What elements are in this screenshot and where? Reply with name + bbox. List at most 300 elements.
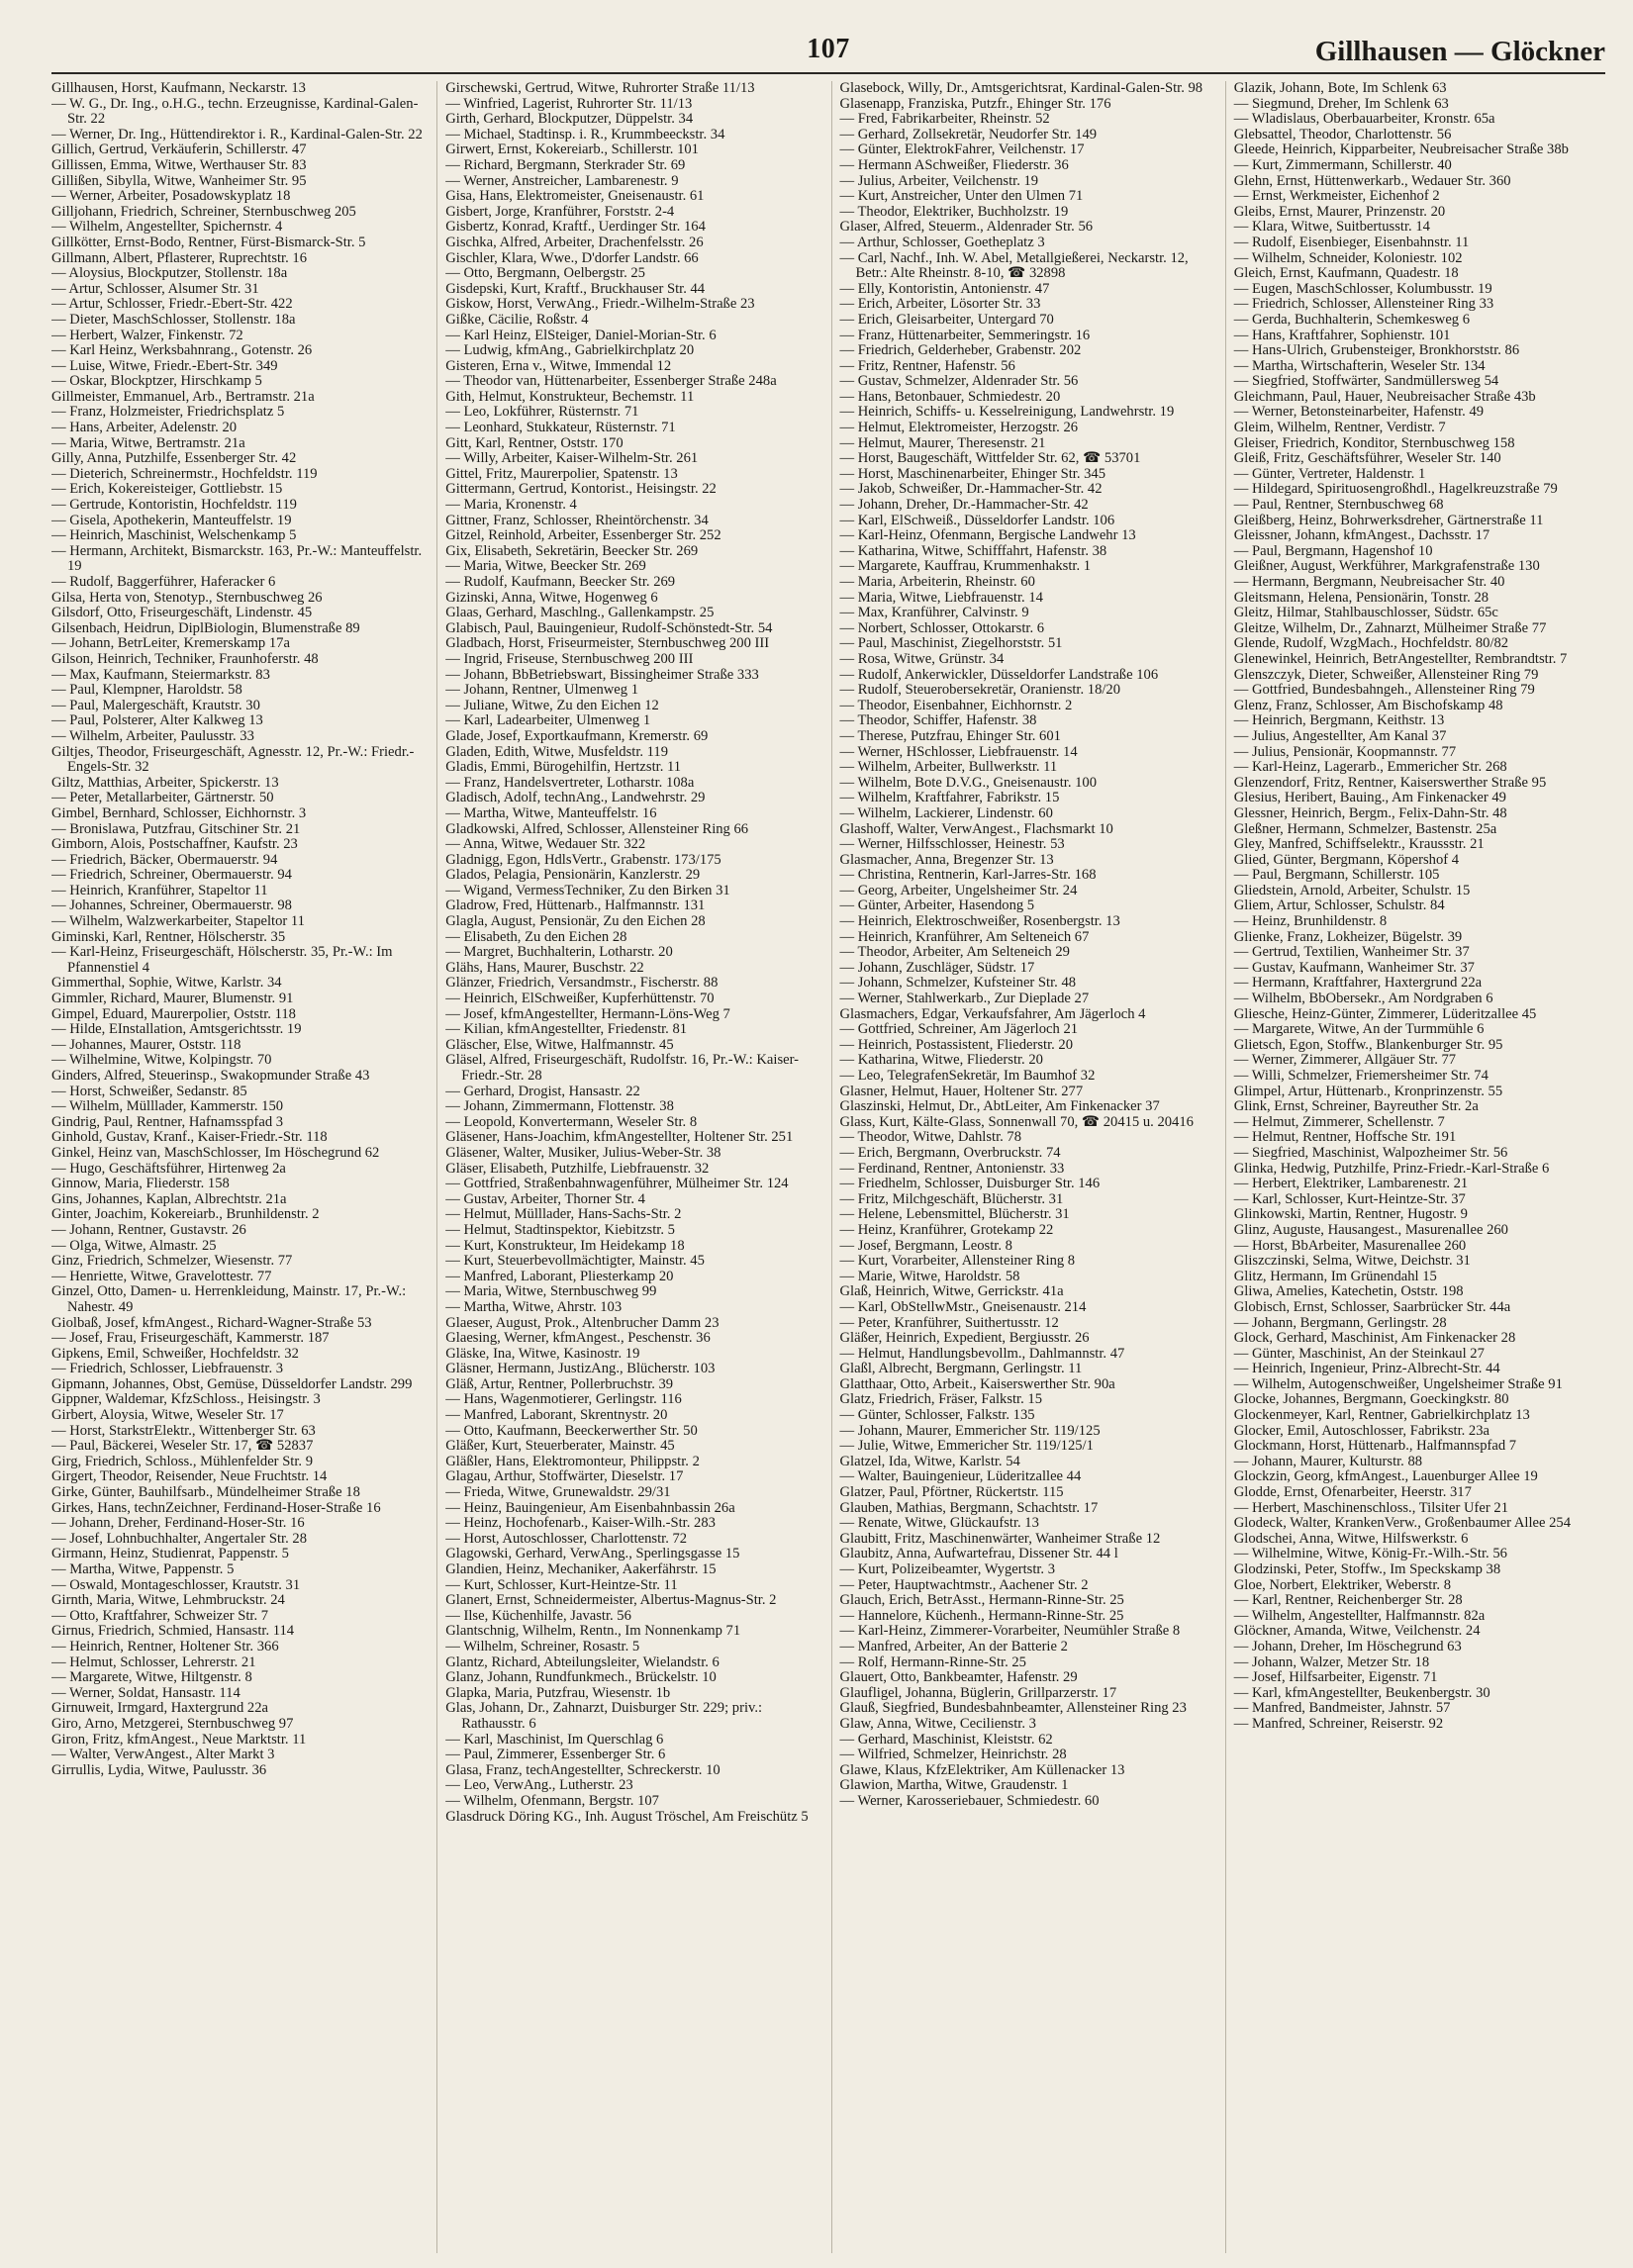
directory-entry: — Otto, Bergmann, Oelbergstr. 25 (445, 265, 645, 282)
directory-entry: — Manfred, Laborant, Pliesterkamp 20 (445, 1268, 674, 1284)
directory-entry: — Friedrich, Schlosser, Allensteiner Ring 33 (1233, 296, 1494, 313)
directory-entry: Girnus, Friedrich, Schmied, Hansastr. 114 (51, 1623, 295, 1640)
directory-entry: — Hilde, EInstallation, Amtsgerichtsstr. 19 (51, 1021, 302, 1038)
directory-entry: — Hans-Ulrich, Grubensteiger, Bronkhorststr. 86 (1233, 342, 1520, 359)
directory-entry: — Werner, Arbeiter, Posadowskyplatz 18 (51, 188, 291, 205)
directory-entry: Glaufligel, Johanna, Büglerin, Grillparzerstr. 17 (839, 1684, 1117, 1701)
directory-entry: — Herbert, Elektriker, Lambarenestr. 21 (1233, 1176, 1469, 1192)
directory-entry: — Wilhelm, Mülllader, Kammerstr. 150 (51, 1098, 284, 1115)
directory-entry: — Gottfried, Bundesbahngeh., Allensteiner Ring 79 (1233, 682, 1535, 699)
directory-entry: — Theodor, Witwe, Dahlstr. 78 (839, 1129, 1022, 1146)
directory-entry: — Martha, Wirtschafterin, Weseler Str. 134 (1233, 357, 1486, 374)
directory-entry: Glink, Ernst, Schreiner, Bayreuther Str. 2a (1233, 1098, 1479, 1115)
directory-entry: — Margarete, Kauffrau, Krummenhakstr. 1 (839, 558, 1092, 575)
directory-entry: — Horst, BbArbeiter, Masurenallee 260 (1233, 1237, 1467, 1254)
directory-entry: — Horst, Autoschlosser, Charlottenstr. 72 (445, 1530, 688, 1547)
directory-entry: Glied, Günter, Bergmann, Köpershof 4 (1233, 851, 1460, 868)
directory-entry: Glauert, Otto, Bankbeamter, Hafenstr. 29 (839, 1669, 1078, 1686)
directory-entry: — Heinrich, Postassistent, Fliederstr. 20 (839, 1036, 1074, 1053)
directory-entry: Glapka, Maria, Putzfrau, Wiesenstr. 1b (445, 1684, 671, 1701)
directory-column-4 (1225, 81, 1605, 2253)
directory-entry: Glazik, Johann, Bote, Im Schlenk 63 (1233, 81, 1447, 96)
directory-entry: — Karl, Rentner, Reichenberger Str. 28 (1233, 1592, 1463, 1609)
directory-entry: — Manfred, Bandmeister, Jahnstr. 57 (1233, 1700, 1451, 1717)
directory-entry: — Franz, Hüttenarbeiter, Semmeringstr. 16 (839, 327, 1091, 343)
directory-entry: Glagla, August, Pensionär, Zu den Eichen 28 (445, 913, 706, 930)
directory-entry: Gliesche, Heinz-Günter, Zimmerer, Lüderitzallee 45 (1233, 1005, 1537, 1022)
directory-entry: Gipkens, Emil, Schweißer, Hochfeldstr. 32 (51, 1345, 299, 1362)
directory-entry: — Gertrud, Textilien, Wanheimer Str. 37 (1233, 944, 1470, 961)
directory-entry: — Maria, Witwe, Bertramstr. 21a (51, 434, 245, 451)
directory-entry: — Johann, Bergmann, Gerlingstr. 28 (1233, 1314, 1447, 1331)
directory-entry: — Werner, Dr. Ing., Hüttendirektor i. R., Kardinal-Galen-Str. 22 (51, 126, 423, 142)
directory-entry: — Karl, Ladearbeiter, Ulmenweg 1 (445, 712, 651, 729)
directory-entry: — Rudolf, Baggerführer, Haferacker 6 (51, 574, 276, 590)
directory-entry: Glietsch, Egon, Stoffw., Blankenburger Str. 95 (1233, 1036, 1503, 1053)
directory-entry: Glauben, Mathias, Bergmann, Schachtstr. 17 (839, 1499, 1099, 1516)
directory-entry: — Willy, Arbeiter, Kaiser-Wilhelm-Str. 261 (445, 450, 699, 467)
directory-entry: Glasmachers, Edgar, Verkaufsfahrer, Am Jägerloch 4 (839, 1005, 1146, 1022)
directory-entry: Girke, Günter, Bauhilfsarb., Mündelheimer Straße 18 (51, 1484, 360, 1501)
directory-entry: Glasenapp, Franziska, Putzfr., Ehinger Str. 176 (839, 95, 1111, 112)
directory-entry: — Erich, Kokereisteiger, Gottliebstr. 15 (51, 481, 283, 498)
directory-entry: Glasa, Franz, techAngestellter, Schreckerstr. 10 (445, 1761, 720, 1778)
directory-entry: Glanz, Johann, Rundfunkmech., Brückelstr. 10 (445, 1669, 717, 1686)
directory-entry: Glockmann, Horst, Hüttenarb., Halfmannspfad 7 (1233, 1438, 1517, 1455)
directory-entry: — Peter, Kranführer, Suithertusstr. 12 (839, 1314, 1059, 1331)
directory-columns (51, 81, 1605, 2253)
directory-entry: Gimpel, Eduard, Maurerpolier, Oststr. 118 (51, 1005, 296, 1022)
directory-entry: Glinka, Hedwig, Putzhilfe, Prinz-Friedr.-Karl-Straße 6 (1233, 1160, 1550, 1177)
directory-entry: Glodde, Ernst, Ofenarbeiter, Heerstr. 317 (1233, 1484, 1472, 1501)
directory-entry: — Franz, Holzmeister, Friedrichsplatz 5 (51, 404, 285, 421)
directory-entry: — Hermann ASchweißer, Fliederstr. 36 (839, 156, 1069, 173)
directory-entry: — Gottfried, Straßenbahnwagenführer, Mülheimer Str. 124 (445, 1176, 789, 1192)
running-head: Gillhausen — Glöckner (1314, 36, 1605, 67)
directory-entry: — Ludwig, kfmAng., Gabrielkirchplatz 20 (445, 342, 695, 359)
directory-entry: — Frieda, Witwe, Grunewaldstr. 29/31 (445, 1484, 671, 1501)
directory-entry: Glimpel, Artur, Hüttenarb., Kronprinzenstr. 55 (1233, 1083, 1503, 1099)
directory-entry: — Elly, Kontoristin, Antonienstr. 47 (839, 280, 1050, 297)
directory-entry: — Katharina, Witwe, Schifffahrt, Hafenstr. 38 (839, 542, 1107, 559)
directory-entry: — Gertrude, Kontoristin, Hochfeldstr. 119 (51, 497, 297, 514)
directory-entry: Gleitsmann, Helena, Pensionärin, Tonstr. 28 (1233, 589, 1489, 606)
directory-entry: — Paul, Bäckerei, Weseler Str. 17, ☎ 52837 (51, 1438, 314, 1455)
directory-entry: — Fritz, Rentner, Hafenstr. 56 (839, 357, 1015, 374)
directory-entry: Gimmler, Richard, Maurer, Blumenstr. 91 (51, 991, 294, 1007)
directory-entry: — Heinrich, Schiffs- u. Kesselreinigung, Landwehrstr. 19 (839, 404, 1175, 421)
directory-entry: Gläsner, Hermann, JustizAng., Blücherstr. 103 (445, 1361, 716, 1377)
directory-entry: Glasner, Helmut, Hauer, Holtener Str. 277 (839, 1083, 1084, 1099)
directory-entry: — Theodor, Schiffer, Hafenstr. 38 (839, 712, 1037, 729)
directory-entry: — Julius, Angestellter, Am Kanal 37 (1233, 727, 1447, 744)
directory-entry: Gläser, Elisabeth, Putzhilfe, Liebfrauenstr. 32 (445, 1160, 710, 1177)
directory-entry: — Karl Heinz, ElSteiger, Daniel-Morian-Str. 6 (445, 327, 717, 343)
directory-entry: — Günter, Arbeiter, Hasendong 5 (839, 898, 1035, 914)
directory-entry: Glocke, Johannes, Bergmann, Goeckingkstr. 80 (1233, 1391, 1509, 1408)
directory-entry: Gladrow, Fred, Hüttenarb., Halfmannstr. 131 (445, 898, 706, 914)
directory-entry: Gitt, Karl, Rentner, Oststr. 170 (445, 434, 624, 451)
directory-entry: Gliszczinski, Selma, Witwe, Deichstr. 31 (1233, 1253, 1471, 1270)
directory-entry: — Margarete, Witwe, Hiltgenstr. 8 (51, 1669, 252, 1686)
directory-entry: Glähs, Hans, Maurer, Buschstr. 22 (445, 959, 644, 976)
directory-entry: — Siegmund, Dreher, Im Schlenk 63 (1233, 95, 1449, 112)
directory-entry: — Otto, Kraftfahrer, Schweizer Str. 7 (51, 1607, 269, 1624)
directory-entry: Glesius, Heribert, Bauing., Am Finkenacker 49 (1233, 790, 1506, 806)
directory-entry: Gillmeister, Emmanuel, Arb., Bertramstr. 21a (51, 388, 315, 405)
directory-entry: Glende, Rudolf, WzgMach., Hochfeldstr. 80/82 (1233, 635, 1509, 652)
directory-entry: Glauß, Siegfried, Bundesbahnbeamter, Allensteiner Ring 23 (839, 1700, 1187, 1717)
directory-entry: Gisbertz, Konrad, Kraftf., Uerdinger Str. 164 (445, 219, 706, 236)
directory-entry: — Manfred, Laborant, Skrentnystr. 20 (445, 1407, 668, 1424)
directory-entry: Glockenmeyer, Karl, Rentner, Gabrielkirchplatz 13 (1233, 1407, 1530, 1424)
directory-entry: — Heinz, Bauingenieur, Am Eisenbahnbassin 26a (445, 1499, 735, 1516)
directory-entry: — Kurt, Anstreicher, Unter den Ulmen 71 (839, 188, 1084, 205)
directory-entry: — Josef, Frau, Friseurgeschäft, Kammerstr. 187 (51, 1330, 330, 1347)
directory-entry: Gladnigg, Egon, HdlsVertr., Grabenstr. 173/175 (445, 851, 721, 868)
directory-entry: Gilly, Anna, Putzhilfe, Essenberger Str. 42 (51, 450, 297, 467)
directory-entry: — Julius, Arbeiter, Veilchenstr. 19 (839, 172, 1039, 189)
directory-entry: — Heinrich, Kranführer, Am Selteneich 67 (839, 928, 1090, 945)
directory-entry: — Helmut, Elektromeister, Herzogstr. 26 (839, 420, 1079, 436)
directory-entry: — Fritz, Milchgeschäft, Blücherstr. 31 (839, 1190, 1064, 1207)
directory-entry: — Katharina, Witwe, Fliederstr. 20 (839, 1052, 1043, 1069)
directory-entry: — Maria, Witwe, Beecker Str. 269 (445, 558, 646, 575)
directory-entry: — Oskar, Blockptzer, Hirschkamp 5 (51, 373, 262, 390)
directory-entry: — Günter, Maschinist, An der Steinkaul 27 (1233, 1345, 1485, 1362)
directory-entry: — Paul, Maschinist, Ziegelhorststr. 51 (839, 635, 1063, 652)
directory-entry: Gith, Helmut, Konstrukteur, Bechemstr. 11 (445, 388, 695, 405)
directory-entry: — Werner, Anstreicher, Lambarenestr. 9 (445, 172, 679, 189)
directory-entry: — Ilse, Küchenhilfe, Javastr. 56 (445, 1607, 631, 1624)
directory-entry: — Horst, Baugeschäft, Wittfelder Str. 62, ☎ 53701 (839, 450, 1141, 467)
directory-entry: — Martha, Witwe, Ahrstr. 103 (445, 1298, 623, 1315)
directory-entry: — Josef, Bergmann, Leostr. 8 (839, 1237, 1012, 1254)
directory-column-3 (831, 81, 1211, 2253)
directory-entry: Gisteren, Erna v., Witwe, Immendal 12 (445, 357, 672, 374)
directory-entry: Gitzel, Reinhold, Arbeiter, Essenberger Str. 252 (445, 527, 721, 544)
directory-entry: — Helmut, Schlosser, Lehrerstr. 21 (51, 1654, 256, 1670)
directory-entry: — Kurt, Polizeibeamter, Wygertstr. 3 (839, 1561, 1056, 1577)
directory-entry: Girth, Gerhard, Blockputzer, Düppelstr. 34 (445, 111, 694, 128)
directory-entry: Gimborn, Alois, Postschaffner, Kaufstr. 23 (51, 836, 298, 853)
directory-entry: — Kurt, Konstrukteur, Im Heidekamp 18 (445, 1237, 685, 1254)
directory-entry: Glänzer, Friedrich, Versandmstr., Fischerstr. 88 (445, 975, 719, 992)
directory-entry: Gilljohann, Friedrich, Schreiner, Sternbuschweg 205 (51, 203, 356, 220)
directory-entry: — Anna, Witwe, Wedauer Str. 322 (445, 836, 646, 853)
directory-entry: — Wilhelm, Angestellter, Spichernstr. 4 (51, 219, 283, 236)
directory-entry: Glenewinkel, Heinrich, BetrAngestellter, Rembrandtstr. 7 (1233, 650, 1568, 667)
directory-entry: — Norbert, Schlosser, Ottokarstr. 6 (839, 619, 1045, 636)
directory-entry: — Walter, VerwAngest., Alter Markt 3 (51, 1747, 275, 1763)
directory-entry: Girmann, Heinz, Studienrat, Pappenstr. 5 (51, 1546, 289, 1562)
directory-entry: — Maria, Witwe, Sternbuschweg 99 (445, 1283, 657, 1300)
directory-entry: Gleibs, Ernst, Maurer, Prinzenstr. 20 (1233, 203, 1446, 220)
directory-entry: — Gustav, Kaufmann, Wanheimer Str. 37 (1233, 959, 1475, 976)
directory-entry: Glockzin, Georg, kfmAngest., Lauenburger Allee 19 (1233, 1468, 1538, 1485)
directory-entry: Ginhold, Gustav, Kranf., Kaiser-Friedr.-Str. 118 (51, 1129, 328, 1146)
directory-entry: Gleißberg, Heinz, Bohrwerksdreher, Gärtnerstraße 11 (1233, 512, 1544, 528)
directory-entry: Gladkowski, Alfred, Schlosser, Allensteiner Ring 66 (445, 820, 749, 837)
directory-entry: — Gerhard, Zollsekretär, Neudorfer Str. 149 (839, 126, 1098, 142)
directory-entry: — Hildegard, Spirituosengroßhdl., Hagelkreuzstraße 79 (1233, 481, 1558, 498)
directory-entry: Gleitze, Wilhelm, Dr., Zahnarzt, Mülheimer Straße 77 (1233, 619, 1547, 636)
directory-entry: — Walter, Bauingenieur, Lüderitzallee 44 (839, 1468, 1082, 1485)
directory-entry: — Werner, Soldat, Hansastr. 114 (51, 1684, 240, 1701)
directory-entry: — Maria, Arbeiterin, Rheinstr. 60 (839, 574, 1035, 590)
directory-entry: — Hermann, Bergmann, Neubreisacher Str. 40 (1233, 574, 1505, 590)
directory-entry: — Oswald, Montageschlosser, Krautstr. 31 (51, 1576, 301, 1593)
directory-entry: Glaszinski, Helmut, Dr., AbtLeiter, Am Finkenacker 37 (839, 1098, 1160, 1115)
directory-entry: Ginkel, Heinz van, MaschSchlosser, Im Höschegrund 62 (51, 1144, 380, 1161)
directory-entry: — Karl, Schlosser, Kurt-Heintze-Str. 37 (1233, 1190, 1466, 1207)
directory-entry: Gleim, Wilhelm, Rentner, Verdistr. 7 (1233, 420, 1446, 436)
directory-entry: — Kurt, Vorarbeiter, Allensteiner Ring 8 (839, 1253, 1076, 1270)
directory-entry: — Marie, Witwe, Haroldstr. 58 (839, 1268, 1020, 1284)
directory-entry: — Heinz, Kranführer, Grotekamp 22 (839, 1221, 1054, 1238)
directory-entry: — Rudolf, Kaufmann, Beecker Str. 269 (445, 574, 676, 590)
directory-entry: — Kilian, kfmAngestellter, Friedenstr. 81 (445, 1021, 688, 1038)
directory-entry: Glatthaar, Otto, Arbeit., Kaiserswerther Str. 90a (839, 1375, 1115, 1392)
directory-entry: — Klara, Witwe, Suitbertusstr. 14 (1233, 219, 1430, 236)
directory-entry: Ginz, Friedrich, Schmelzer, Wiesenstr. 77 (51, 1253, 293, 1270)
directory-entry: — Eugen, MaschSchlosser, Kolumbusstr. 19 (1233, 280, 1492, 297)
directory-entry: — Erich, Bergmann, Overbruckstr. 74 (839, 1144, 1061, 1161)
directory-entry: — Johann, Rentner, Gustavstr. 26 (51, 1221, 246, 1238)
directory-entry: — Therese, Putzfrau, Ehinger Str. 601 (839, 727, 1061, 744)
directory-entry: — Heinrich, Elektroschweißer, Rosenbergstr. 13 (839, 913, 1120, 930)
directory-entry: Gittner, Franz, Schlosser, Rheintörchenstr. 34 (445, 512, 709, 528)
directory-entry: — Karl, ElSchweiß., Düsseldorfer Landstr. 106 (839, 512, 1115, 528)
directory-entry: Gindrig, Paul, Rentner, Hafnamsspfad 3 (51, 1113, 284, 1130)
directory-entry: Gillissen, Emma, Witwe, Werthauser Str. 83 (51, 156, 307, 173)
directory-entry: — Paul, Polsterer, Alter Kalkweg 13 (51, 712, 263, 729)
directory-entry: Glienke, Franz, Lokheizer, Bügelstr. 39 (1233, 928, 1463, 945)
directory-entry: Glinkowski, Martin, Rentner, Hugostr. 9 (1233, 1206, 1468, 1223)
directory-entry: Glagau, Arthur, Stoffwärter, Dieselstr. 17 (445, 1468, 684, 1485)
directory-entry: Glade, Josef, Exportkaufmann, Kremerstr. 69 (445, 727, 709, 744)
directory-entry: — Wilhelm, Arbeiter, Bullwerkstr. 11 (839, 759, 1058, 776)
directory-entry: Glebsattel, Theodor, Charlottenstr. 56 (1233, 126, 1452, 142)
directory-entry: Gläßler, Hans, Elektromonteur, Philippstr. 2 (445, 1453, 700, 1469)
directory-entry: Glaser, Alfred, Steuerm., Aldenrader Str. 56 (839, 219, 1094, 236)
directory-entry: — Günter, Schlosser, Falkstr. 135 (839, 1407, 1035, 1424)
directory-entry: Glados, Pelagia, Pensionärin, Kanzlerstr. 29 (445, 867, 701, 884)
directory-entry: — Erich, Gleisarbeiter, Untergard 70 (839, 311, 1054, 328)
directory-entry: — Martha, Witwe, Pappenstr. 5 (51, 1561, 235, 1577)
directory-entry: Giron, Fritz, kfmAngest., Neue Marktstr. 11 (51, 1731, 307, 1748)
directory-entry: — Wilhelm, Angestellter, Halfmannstr. 82a (1233, 1607, 1486, 1624)
directory-entry: Girwert, Ernst, Kokereiarb., Schillerstr. 101 (445, 142, 699, 158)
directory-entry: Gladisch, Adolf, technAng., Landwehrstr. 29 (445, 790, 706, 806)
directory-entry: — Heinrich, Kranführer, Stapeltor 11 (51, 882, 268, 898)
directory-entry: — Wigand, VermessTechniker, Zu den Birken 31 (445, 882, 730, 898)
directory-entry: Glaesing, Werner, kfmAngest., Peschenstr. 36 (445, 1330, 711, 1347)
directory-entry: Gleich, Ernst, Kaufmann, Quadestr. 18 (1233, 265, 1459, 282)
directory-entry: Gliwa, Amelies, Katechetin, Oststr. 198 (1233, 1283, 1464, 1300)
directory-entry: Gillkötter, Ernst-Bodo, Rentner, Fürst-Bismarck-Str. 5 (51, 234, 366, 250)
directory-entry: Glandien, Heinz, Mechaniker, Aakerfährstr. 15 (445, 1561, 717, 1577)
directory-entry: — Johann, Dreher, Ferdinand-Hoser-Str. 16 (51, 1515, 305, 1532)
directory-entry: Girnuweit, Irmgard, Haxtergrund 22a (51, 1700, 268, 1717)
directory-entry: Glenszczyk, Dieter, Schweißer, Allensteiner Ring 79 (1233, 666, 1539, 683)
directory-entry: — Werner, HSchlosser, Liebfrauenstr. 14 (839, 743, 1078, 760)
directory-entry: Glatz, Friedrich, Fräser, Falkstr. 15 (839, 1391, 1042, 1408)
directory-entry: — Leo, TelegrafenSekretär, Im Baumhof 32 (839, 1068, 1096, 1084)
directory-entry: Gimbel, Bernhard, Schlosser, Eichhornstr. 3 (51, 804, 307, 821)
directory-entry: Glass, Kurt, Kälte-Glass, Sonnenwall 70, ☎ 20415 u. 20416 (839, 1113, 1194, 1130)
directory-entry: — Johannes, Schreiner, Obermauerstr. 98 (51, 898, 292, 914)
directory-entry: — Leopold, Konvertermann, Weseler Str. 8 (445, 1113, 698, 1130)
directory-entry: — Franz, Handelsvertreter, Lotharstr. 108a (445, 774, 695, 791)
directory-entry: Gley, Manfred, Schiffselektr., Kraussstr. 21 (1233, 836, 1485, 853)
directory-entry: — Winfried, Lagerist, Ruhrorter Str. 11/13 (445, 95, 693, 112)
directory-entry: Glinz, Auguste, Hausangest., Masurenallee 260 (1233, 1221, 1508, 1238)
directory-entry: — Ingrid, Friseuse, Sternbuschweg 200 III (445, 650, 694, 667)
directory-entry: — Karl, ObStellwMstr., Gneisenaustr. 214 (839, 1298, 1087, 1315)
directory-entry: — Rudolf, Steuerobersekretär, Oranienstr. 18/20 (839, 682, 1121, 699)
directory-entry: — Richard, Bergmann, Sterkrader Str. 69 (445, 156, 686, 173)
directory-entry: — Peter, Hauptwachtmstr., Aachener Str. 2 (839, 1576, 1089, 1593)
directory-entry: — Wilhelmine, Witwe, König-Fr.-Wilh.-Str. 56 (1233, 1546, 1507, 1562)
directory-entry: Gläsener, Walter, Musiker, Julius-Weber-Str. 38 (445, 1144, 721, 1161)
directory-entry: Giskow, Horst, VerwAng., Friedr.-Wilhelm-Straße 23 (445, 296, 755, 313)
directory-entry: — Gisela, Apothekerin, Manteuffelstr. 19 (51, 512, 292, 528)
directory-entry: — Heinrich, Bergmann, Keithstr. 13 (1233, 712, 1445, 729)
directory-entry: — Johann, Walzer, Metzer Str. 18 (1233, 1654, 1430, 1670)
directory-entry: — Josef, Hilfsarbeiter, Eigenstr. 71 (1233, 1669, 1438, 1686)
directory-entry: — Wilhelm, Lackierer, Lindenstr. 60 (839, 804, 1053, 821)
directory-entry: — Wladislaus, Oberbauarbeiter, Kronstr. 65a (1233, 111, 1495, 128)
directory-entry: — Karl-Heinz, Ofenmann, Bergische Landwehr 13 (839, 527, 1136, 544)
directory-entry: — Theodor, Elektriker, Buchholzstr. 19 (839, 203, 1069, 220)
directory-entry: Girrullis, Lydia, Witwe, Paulusstr. 36 (51, 1761, 267, 1778)
directory-entry: — Werner, Zimmerer, Allgäuer Str. 77 (1233, 1052, 1457, 1069)
directory-entry: — Leo, VerwAng., Lutherstr. 23 (445, 1777, 633, 1794)
directory-entry: Glaw, Anna, Witwe, Cecilienstr. 3 (839, 1715, 1036, 1732)
directory-entry: Glitz, Hermann, Im Grünendahl 15 (1233, 1268, 1437, 1284)
directory-entry: — Karl-Heinz, Lagerarb., Emmericher Str. 268 (1233, 759, 1507, 776)
directory-entry: — Carl, Nachf., Inh. W. Abel, Metallgießerei, Neckarstr. 12, Betr.: Alte Rheinstr. 8-10, ☎ 32898 (839, 249, 1189, 282)
directory-entry: — Hans, Betonbauer, Schmiedestr. 20 (839, 388, 1061, 405)
directory-entry: — Siegfried, Stoffwärter, Sandmüllersweg 54 (1233, 373, 1499, 390)
directory-entry: — Rudolf, Eisenbieger, Eisenbahnstr. 11 (1233, 234, 1470, 250)
directory-entry: — Rudolf, Ankerwickler, Düsseldorfer Landstraße 106 (839, 666, 1159, 683)
directory-entry: — Hans, Arbeiter, Adelenstr. 20 (51, 420, 238, 436)
directory-entry: — Maria, Kronenstr. 4 (445, 497, 577, 514)
directory-entry: — Gerhard, Maschinist, Kleiststr. 62 (839, 1731, 1053, 1748)
directory-entry: Glodzinski, Peter, Stoffw., Im Speckskamp 38 (1233, 1561, 1501, 1577)
directory-entry: — Karl, Maschinist, Im Querschlag 6 (445, 1731, 664, 1748)
directory-entry: — Max, Kaufmann, Steiermarkstr. 83 (51, 666, 270, 683)
directory-entry: — Hermann, Kraftfahrer, Haxtergrund 22a (1233, 975, 1483, 992)
directory-entry: Gisbert, Jorge, Kranführer, Forststr. 2-4 (445, 203, 675, 220)
directory-entry: Gißke, Cäcilie, Roßstr. 4 (445, 311, 589, 328)
directory-entry: — Günter, ElektrokFahrer, Veilchenstr. 17 (839, 142, 1085, 158)
directory-entry: — Paul, Malergeschäft, Krautstr. 30 (51, 697, 260, 713)
directory-entry: Girnth, Maria, Witwe, Lehmbruckstr. 24 (51, 1592, 285, 1609)
directory-entry: — Johannes, Maurer, Oststr. 118 (51, 1036, 241, 1053)
directory-entry: Glabisch, Paul, Bauingenieur, Rudolf-Schönstedt-Str. 54 (445, 619, 773, 636)
directory-entry: Gillich, Gertrud, Verkäuferin, Schillerstr. 47 (51, 142, 307, 158)
directory-entry: — Fred, Fabrikarbeiter, Rheinstr. 52 (839, 111, 1050, 128)
directory-entry: Gleitz, Hilmar, Stahlbauschlosser, Südstr. 65c (1233, 605, 1498, 621)
directory-entry: — Johann, Maurer, Emmericher Str. 119/125 (839, 1422, 1101, 1439)
directory-entry: Gliedstein, Arnold, Arbeiter, Schulstr. 15 (1233, 882, 1471, 898)
directory-entry: Girg, Friedrich, Schloss., Mühlenfelder Str. 9 (51, 1453, 314, 1469)
directory-entry: Gläß, Artur, Rentner, Pollerbruchstr. 39 (445, 1375, 674, 1392)
directory-entry: Ginnow, Maria, Fliederstr. 158 (51, 1176, 230, 1192)
directory-entry: Gläsener, Hans-Joachim, kfmAngestellter, Holtener Str. 251 (445, 1129, 794, 1146)
directory-entry: — Horst, Schweißer, Sedanstr. 85 (51, 1083, 247, 1099)
directory-entry: Glöckner, Amanda, Witwe, Veilchenstr. 24 (1233, 1623, 1481, 1640)
directory-entry: Giminski, Karl, Rentner, Hölscherstr. 35 (51, 928, 286, 945)
directory-entry: — Friedhelm, Schlosser, Duisburger Str. 146 (839, 1176, 1101, 1192)
directory-entry: — Johann, BbBetriebswart, Bissingheimer Straße 333 (445, 666, 759, 683)
directory-entry: Glantschnig, Wilhelm, Rentn., Im Nonnenkamp 71 (445, 1623, 741, 1640)
directory-entry: Glaß, Heinrich, Witwe, Gerrickstr. 41a (839, 1283, 1064, 1300)
directory-entry: — Gustav, Schmelzer, Aldenrader Str. 56 (839, 373, 1079, 390)
directory-entry: — Heinrich, Maschinist, Welschenkamp 5 (51, 527, 297, 544)
directory-entry: Glaubitt, Fritz, Maschinenwärter, Wanheimer Straße 12 (839, 1530, 1161, 1547)
directory-entry: — Wilhelm, Autogenschweißer, Ungelsheimer Straße 91 (1233, 1375, 1563, 1392)
directory-entry: Glaubitz, Anna, Aufwartefrau, Dissener Str. 44 l (839, 1546, 1118, 1562)
directory-entry: — Friedrich, Gelderheber, Grabenstr. 202 (839, 342, 1082, 359)
directory-entry: — Wilhelm, Arbeiter, Paulusstr. 33 (51, 727, 254, 744)
directory-entry: — Werner, Karosseriebauer, Schmiedestr. 60 (839, 1792, 1100, 1809)
directory-entry: Gleßner, Hermann, Schmelzer, Bastenstr. 25a (1233, 820, 1497, 837)
directory-entry: — Manfred, Schreiner, Reiserstr. 92 (1233, 1715, 1444, 1732)
directory-entry: — Leo, Lokführer, Rüsternstr. 71 (445, 404, 639, 421)
directory-entry: Globisch, Ernst, Schlosser, Saarbrücker Str. 44a (1233, 1298, 1511, 1315)
directory-entry: Glenzendorf, Fritz, Rentner, Kaiserswerther Straße 95 (1233, 774, 1547, 791)
directory-entry: — Johann, Dreher, Dr.-Hammacher-Str. 42 (839, 497, 1089, 514)
directory-entry: Glessner, Heinrich, Bergm., Felix-Dahn-Str. 48 (1233, 804, 1507, 821)
directory-entry: — Willi, Schmelzer, Friemersheimer Str. 74 (1233, 1068, 1489, 1084)
directory-entry: — Herbert, Maschinenschloss., Tilsiter Ufer 21 (1233, 1499, 1508, 1516)
directory-entry: — Martha, Witwe, Manteuffelstr. 16 (445, 804, 657, 821)
directory-entry: — Heinrich, ElSchweißer, Kupferhüttenstr. 70 (445, 991, 715, 1007)
directory-entry: Gloe, Norbert, Elektriker, Weberstr. 8 (1233, 1576, 1451, 1593)
directory-entry: — Georg, Arbeiter, Ungelsheimer Str. 24 (839, 882, 1078, 898)
directory-entry: — Artur, Schlosser, Alsumer Str. 31 (51, 280, 259, 297)
directory-entry: — Michael, Stadtinsp. i. R., Krummbeeckstr. 34 (445, 126, 725, 142)
directory-entry: — Günter, Vertreter, Haldenstr. 1 (1233, 465, 1426, 482)
directory-entry: — Margret, Buchhalterin, Lotharstr. 20 (445, 944, 673, 961)
directory-entry: Girkes, Hans, technZeichner, Ferdinand-Hoser-Straße 16 (51, 1499, 381, 1516)
directory-entry: Glawion, Martha, Witwe, Graudenstr. 1 (839, 1777, 1069, 1794)
directory-entry: — Dieter, MaschSchlosser, Stollenstr. 18a (51, 311, 296, 328)
directory-entry: — Olga, Witwe, Almastr. 25 (51, 1237, 217, 1254)
directory-entry: Glodschei, Anna, Witwe, Hilfswerkstr. 6 (1233, 1530, 1469, 1547)
directory-entry: Gliem, Artur, Schlosser, Schulstr. 84 (1233, 898, 1445, 914)
directory-entry: — Paul, Klempner, Haroldstr. 58 (51, 682, 242, 699)
directory-entry: — Johann, Schmelzer, Kufsteiner Str. 48 (839, 975, 1077, 992)
directory-entry: — Gerda, Buchhalterin, Schemkesweg 6 (1233, 311, 1471, 328)
directory-entry: Girbert, Aloysia, Witwe, Weseler Str. 17 (51, 1407, 284, 1424)
directory-entry: Gizinski, Anna, Witwe, Hogenweg 6 (445, 589, 658, 606)
directory-entry: — Kurt, Steuerbevollmächtigter, Mainstr. 45 (445, 1253, 705, 1270)
directory-entry: — Christina, Rentnerin, Karl-Jarres-Str. 168 (839, 867, 1097, 884)
directory-entry: — Juliane, Witwe, Zu den Eichen 12 (445, 697, 659, 713)
directory-entry: — Johann, Zimmermann, Flottenstr. 38 (445, 1098, 674, 1115)
directory-entry: — Karl, kfmAngestellter, Beukenbergstr. 30 (1233, 1684, 1490, 1701)
directory-entry: Girgert, Theodor, Reisender, Neue Fruchtstr. 14 (51, 1468, 328, 1485)
directory-entry: — Hugo, Geschäftsführer, Hirtenweg 2a (51, 1160, 286, 1177)
directory-entry: Glaßl, Albrecht, Bergmann, Gerlingstr. 11 (839, 1361, 1083, 1377)
directory-entry: Gittel, Fritz, Maurerpolier, Spatenstr. 13 (445, 465, 678, 482)
directory-entry: — Otto, Kaufmann, Beeckerwerther Str. 50 (445, 1422, 698, 1439)
